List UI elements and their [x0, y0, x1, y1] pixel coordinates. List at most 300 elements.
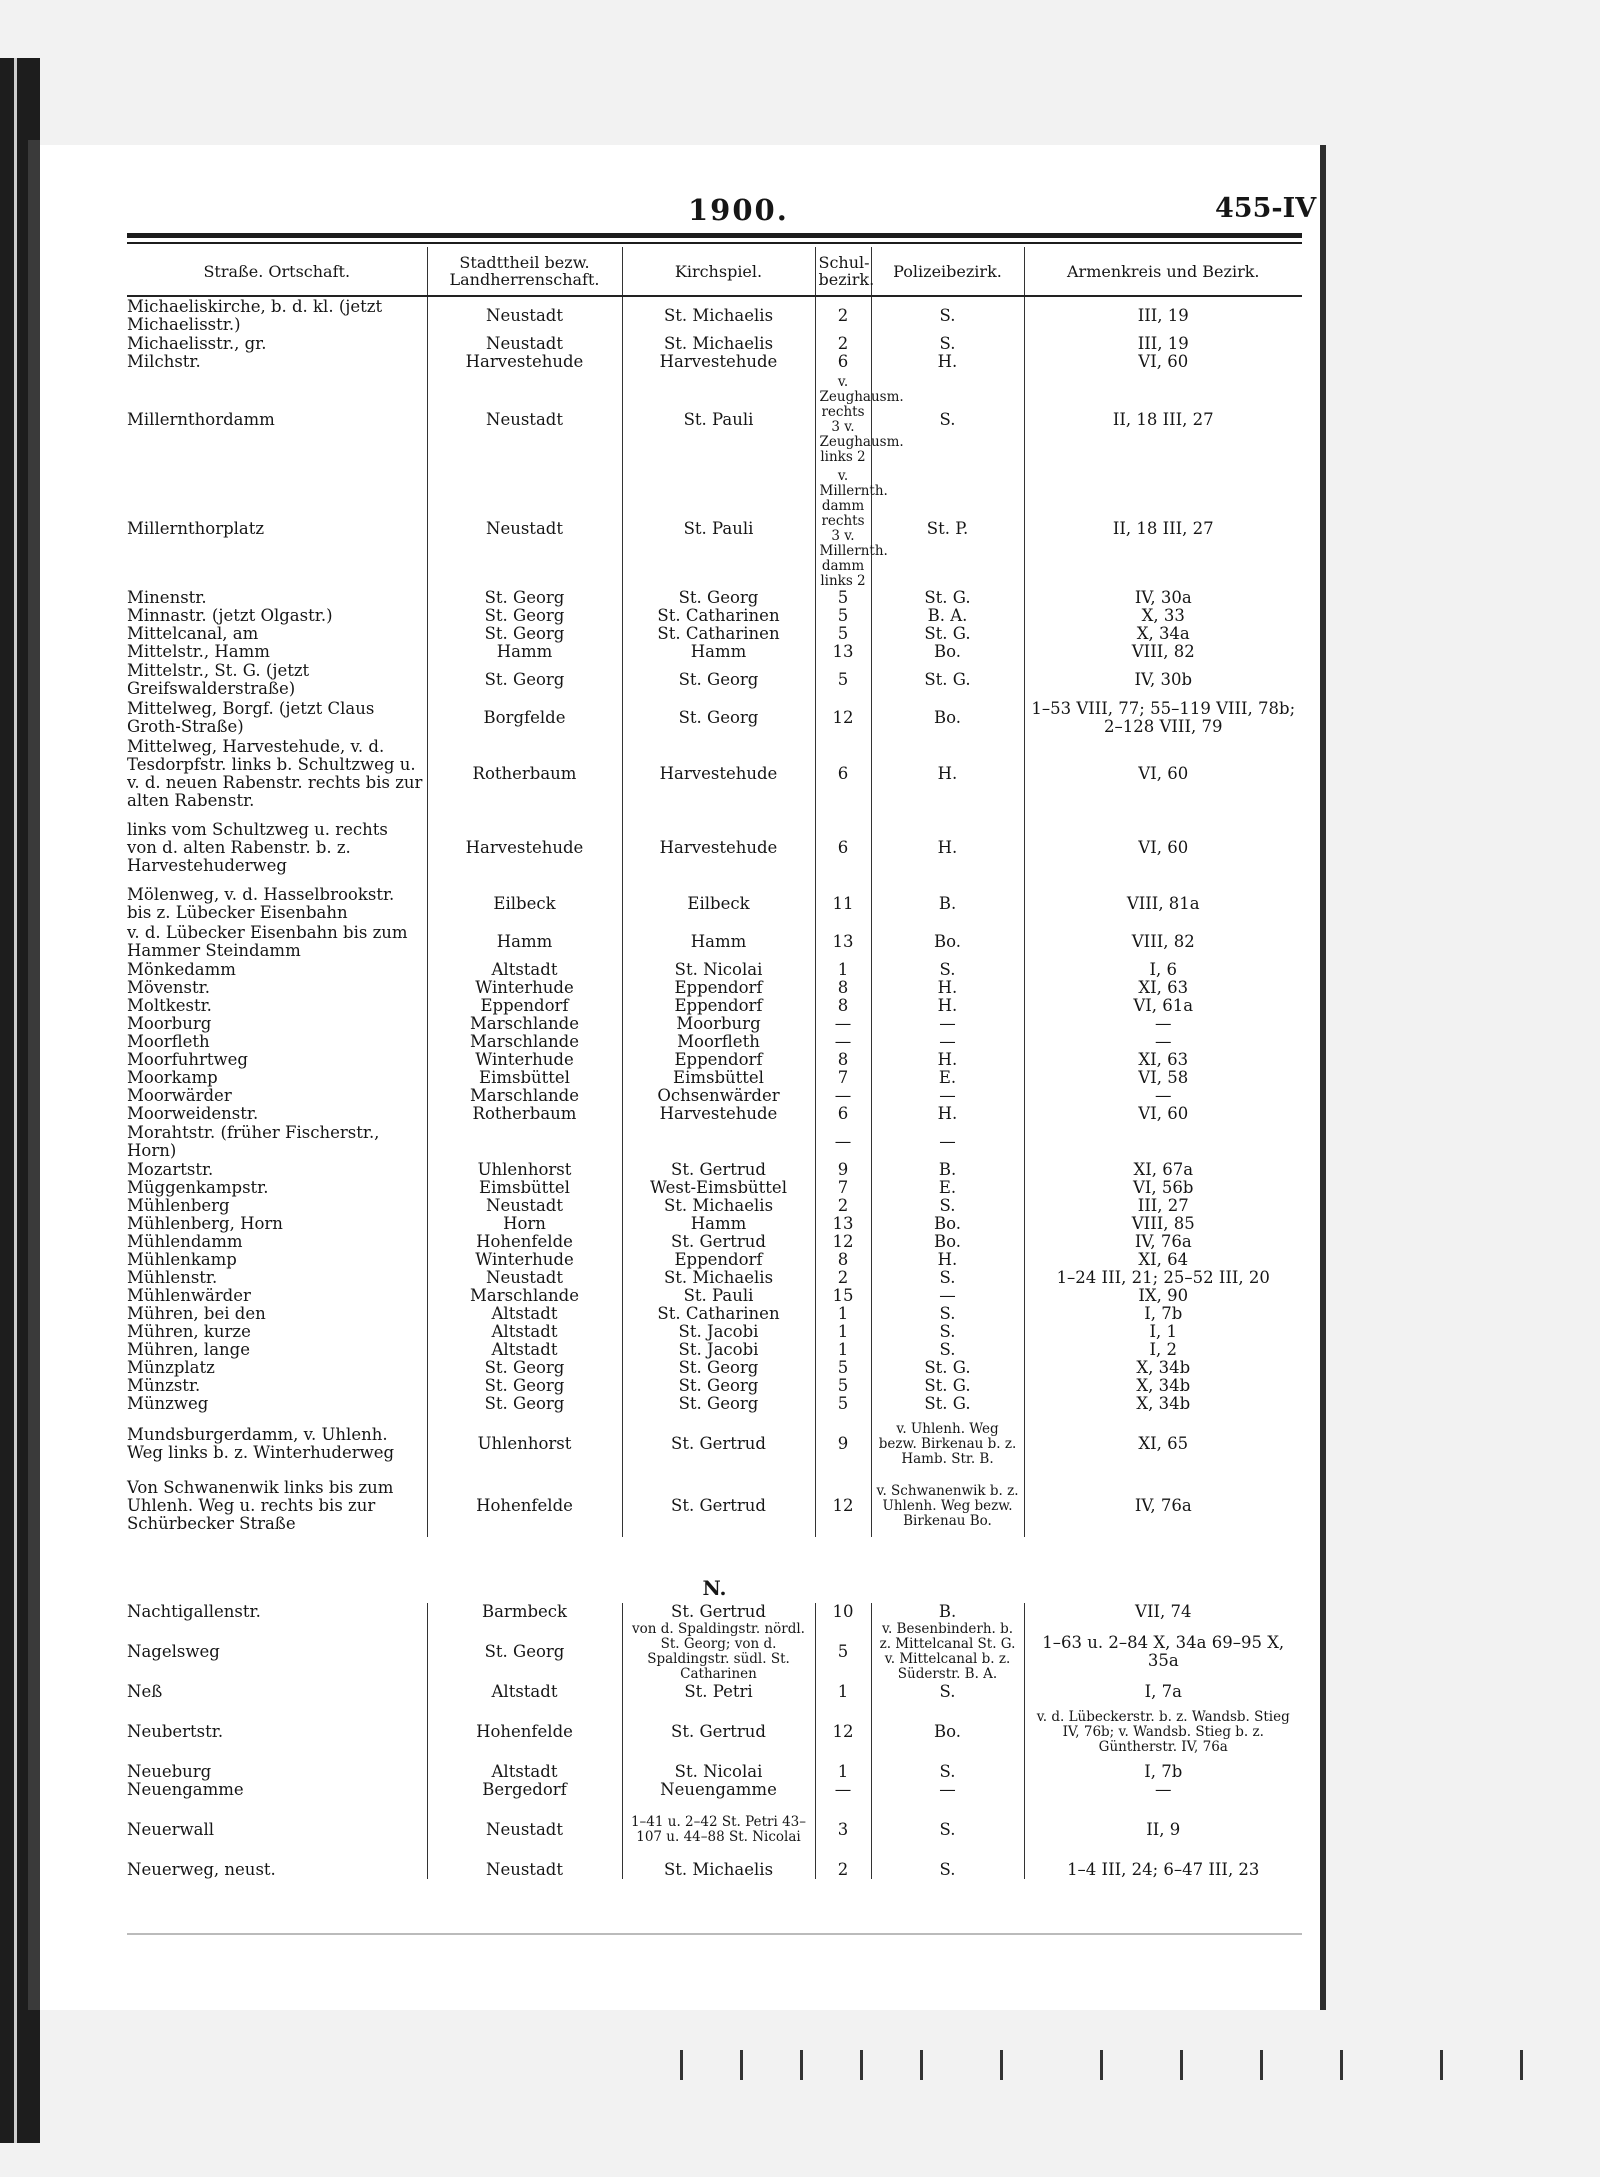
table-row [127, 885, 1302, 923]
school-district: 7 [815, 1069, 871, 1087]
school-district: 1 [815, 1341, 871, 1359]
parish: St. Georg [622, 1395, 815, 1413]
district: Neustadt [427, 371, 622, 469]
police-district: B. [871, 885, 1024, 923]
poor-relief-district: 1–24 III, 21; 25–52 III, 20 [1024, 1269, 1302, 1287]
street-name: Münzstr. [127, 1376, 201, 1395]
district: Borgfelde [427, 699, 622, 737]
parish: West-Eimsbüttel [622, 1179, 815, 1197]
police-district: H. [871, 1051, 1024, 1069]
poor-relief-district: VI, 60 [1024, 1105, 1302, 1123]
school-district: 5 [815, 1359, 871, 1377]
district: Neustadt [427, 296, 622, 335]
police-district: H. [871, 997, 1024, 1015]
table-row [127, 979, 1302, 997]
parish: Ochsenwärder [622, 1087, 815, 1105]
police-district: S. [871, 371, 1024, 469]
parish: 1–41 u. 2–42 St. Petri 43–107 u. 44–88 St. Nicolai [622, 1799, 815, 1861]
poor-relief-district: VI, 61a [1024, 997, 1302, 1015]
school-district: 5 [815, 607, 871, 625]
table-row [127, 997, 1302, 1015]
poor-relief-district: I, 6 [1024, 961, 1302, 979]
parish: St. Michaelis [622, 1861, 815, 1879]
poor-relief-district [1024, 1123, 1302, 1161]
police-district: S. [871, 1341, 1024, 1359]
police-district: — [871, 1123, 1024, 1161]
school-district: 5 [815, 625, 871, 643]
street-name: v. d. Lübecker Eisenbahn bis zum Hammer Steindamm [127, 923, 408, 960]
poor-relief-district: X, 34a [1024, 625, 1302, 643]
police-district: H. [871, 353, 1024, 371]
table-row [127, 1475, 1302, 1537]
police-district: S. [871, 1269, 1024, 1287]
street-name: Neuerwall [127, 1820, 214, 1839]
district: Rotherbaum [427, 737, 622, 811]
poor-relief-district: X, 34b [1024, 1377, 1302, 1395]
school-district: — [815, 1123, 871, 1161]
school-district: 1 [815, 1323, 871, 1341]
district: Altstadt [427, 1323, 622, 1341]
school-district: 9 [815, 1413, 871, 1475]
district: Harvestehude [427, 353, 622, 371]
district: St. Georg [427, 1359, 622, 1377]
street-name: Mittelweg, Harvestehude, v. d. Tesdorpfstr. links b. Schultzweg u. v. d. neuen Rabenstr. rechts bis zur alten Rabenstr. [127, 737, 423, 810]
district: Marschlande [427, 1287, 622, 1305]
school-district: 5 [815, 589, 871, 607]
police-district: — [871, 1287, 1024, 1305]
street-name: Mittelweg, Borgf. (jetzt Claus Groth-Straße) [127, 699, 375, 736]
parish: St. Gertrud [622, 1233, 815, 1251]
poor-relief-district: VIII, 85 [1024, 1215, 1302, 1233]
col-header-parish: Kirchspiel. [622, 247, 815, 296]
poor-relief-district: IX, 90 [1024, 1287, 1302, 1305]
street-name: Michaelisstr., gr. [127, 334, 267, 353]
district: Winterhude [427, 1051, 622, 1069]
parish: St. Jacobi [622, 1341, 815, 1359]
street-name: Moorweidenstr. [127, 1104, 259, 1123]
police-district: Bo. [871, 923, 1024, 961]
poor-relief-district: I, 7b [1024, 1305, 1302, 1323]
col-header-street: Straße. Ortschaft. [127, 247, 427, 296]
poor-relief-district: II, 9 [1024, 1799, 1302, 1861]
parish: St. Pauli [622, 469, 815, 589]
table-row [127, 1305, 1302, 1323]
street-name: Neueburg [127, 1762, 212, 1781]
street-name: Milchstr. [127, 352, 201, 371]
table-body [127, 296, 1302, 1879]
school-district: 2 [815, 1861, 871, 1879]
poor-relief-district: XI, 67a [1024, 1161, 1302, 1179]
police-district: H. [871, 1105, 1024, 1123]
police-district: S. [871, 296, 1024, 335]
police-district: S. [871, 961, 1024, 979]
table-row [127, 1395, 1302, 1413]
street-name: Moorfleth [127, 1032, 210, 1051]
school-district: 6 [815, 353, 871, 371]
police-district: — [871, 1087, 1024, 1105]
table-row [127, 699, 1302, 737]
district: Winterhude [427, 1251, 622, 1269]
parish: Harvestehude [622, 1105, 815, 1123]
district: Hohenfelde [427, 1475, 622, 1537]
street-name: Neuengamme [127, 1780, 244, 1799]
police-district: v. Uhlenh. Weg bezw. Birkenau b. z. Hamb. Str. B. [871, 1413, 1024, 1475]
district: Eppendorf [427, 997, 622, 1015]
street-name: Von Schwanenwik links bis zum Uhlenh. Weg u. rechts bis zur Schürbecker Straße [127, 1478, 394, 1533]
table-row [127, 1413, 1302, 1475]
poor-relief-district: VI, 60 [1024, 811, 1302, 885]
district: Altstadt [427, 1305, 622, 1323]
district: Eimsbüttel [427, 1179, 622, 1197]
school-district: 5 [815, 661, 871, 699]
street-name: Neuerweg, neust. [127, 1860, 276, 1879]
street-name: Millernthorplatz [127, 519, 265, 538]
school-district: 6 [815, 1105, 871, 1123]
police-district: B. [871, 1161, 1024, 1179]
police-district: — [871, 1781, 1024, 1799]
poor-relief-district: I, 7a [1024, 1683, 1302, 1701]
poor-relief-district: VI, 58 [1024, 1069, 1302, 1087]
school-district: v. Millernth. damm rechts 3 v. Millernth. damm links 2 [815, 469, 871, 589]
parish: Eppendorf [622, 979, 815, 997]
district: Altstadt [427, 961, 622, 979]
police-district: B. A. [871, 607, 1024, 625]
poor-relief-district: X, 33 [1024, 607, 1302, 625]
police-district: H. [871, 811, 1024, 885]
parish: St. Petri [622, 1683, 815, 1701]
poor-relief-district: — [1024, 1087, 1302, 1105]
district: Hohenfelde [427, 1233, 622, 1251]
police-district: — [871, 1033, 1024, 1051]
district: Hohenfelde [427, 1701, 622, 1763]
parish: Eimsbüttel [622, 1069, 815, 1087]
poor-relief-district: III, 19 [1024, 296, 1302, 335]
poor-relief-district: I, 1 [1024, 1323, 1302, 1341]
parish: St. Gertrud [622, 1603, 815, 1621]
parish: St. Georg [622, 1377, 815, 1395]
street-name: Millernthordamm [127, 410, 275, 429]
poor-relief-district: I, 7b [1024, 1763, 1302, 1781]
police-district: Bo. [871, 1233, 1024, 1251]
district: Marschlande [427, 1033, 622, 1051]
table-row [127, 1377, 1302, 1395]
district: Altstadt [427, 1683, 622, 1701]
poor-relief-district: 1–4 III, 24; 6–47 III, 23 [1024, 1861, 1302, 1879]
police-district: H. [871, 1251, 1024, 1269]
table-row [127, 1015, 1302, 1033]
header-rule-thin [127, 242, 1302, 244]
district: Eilbeck [427, 885, 622, 923]
table-row [127, 1781, 1302, 1799]
district: Horn [427, 1215, 622, 1233]
street-name: Müggenkampstr. [127, 1178, 269, 1197]
district: St. Georg [427, 607, 622, 625]
police-district: S. [871, 1305, 1024, 1323]
street-name: Mühren, kurze [127, 1322, 251, 1341]
table-row [127, 1087, 1302, 1105]
parish: Hamm [622, 1215, 815, 1233]
police-district: S. [871, 1323, 1024, 1341]
col-header-district: Stadttheil bezw. Landherrenschaft. [427, 247, 622, 296]
poor-relief-district: III, 19 [1024, 335, 1302, 353]
poor-relief-district: 1–53 VIII, 77; 55–119 VIII, 78b; 2–128 VIII, 79 [1024, 699, 1302, 737]
table-row [127, 1269, 1302, 1287]
street-name: Mühlenberg [127, 1196, 230, 1215]
police-district: H. [871, 979, 1024, 997]
table-row [127, 1033, 1302, 1051]
school-district: 1 [815, 1763, 871, 1781]
street-name: Michaeliskirche, b. d. kl. (jetzt Michaelisstr.) [127, 297, 383, 334]
parish: Neuengamme [622, 1781, 815, 1799]
parish [622, 1123, 815, 1161]
street-name: Minnastr. (jetzt Olgastr.) [127, 606, 333, 625]
street-name: Morahtstr. (früher Fischerstr., Horn) [127, 1123, 380, 1160]
poor-relief-district: XI, 63 [1024, 1051, 1302, 1069]
district: Barmbeck [427, 1603, 622, 1621]
school-district: 13 [815, 643, 871, 661]
street-name: Münzplatz [127, 1358, 215, 1377]
parish: St. Michaelis [622, 296, 815, 335]
poor-relief-district: VIII, 82 [1024, 923, 1302, 961]
parish: Eppendorf [622, 1051, 815, 1069]
street-name: Neß [127, 1682, 163, 1701]
school-district: 5 [815, 1621, 871, 1683]
table-row [127, 1683, 1302, 1701]
street-name: Moorfuhrtweg [127, 1050, 248, 1069]
district: Neustadt [427, 1197, 622, 1215]
poor-relief-district: — [1024, 1781, 1302, 1799]
street-name: Mölenweg, v. d. Hasselbrookstr. bis z. Lübecker Eisenbahn [127, 885, 395, 922]
district: St. Georg [427, 589, 622, 607]
parish: Eilbeck [622, 885, 815, 923]
street-name: Moltkestr. [127, 996, 212, 1015]
school-district: 10 [815, 1603, 871, 1621]
poor-relief-district: X, 34b [1024, 1359, 1302, 1377]
district: Altstadt [427, 1341, 622, 1359]
table-row [127, 1233, 1302, 1251]
bottom-rule [127, 1933, 1302, 1935]
table-row [127, 607, 1302, 625]
parish: Moorfleth [622, 1033, 815, 1051]
parish: St. Georg [622, 589, 815, 607]
district: Hamm [427, 923, 622, 961]
table-row [127, 1701, 1302, 1763]
police-district: Bo. [871, 699, 1024, 737]
street-name: Mönkedamm [127, 960, 236, 979]
school-district: 6 [815, 737, 871, 811]
table-row [127, 643, 1302, 661]
school-district: 1 [815, 1305, 871, 1323]
table-row [127, 737, 1302, 811]
district: St. Georg [427, 1377, 622, 1395]
table-row [127, 1105, 1302, 1123]
street-name: Mühlenwärder [127, 1286, 251, 1305]
school-district: — [815, 1015, 871, 1033]
col-header-police: Polizeibezirk. [871, 247, 1024, 296]
table-row [127, 1215, 1302, 1233]
police-district: S. [871, 1763, 1024, 1781]
district: Eimsbüttel [427, 1069, 622, 1087]
district: Uhlenhorst [427, 1413, 622, 1475]
street-name: Mühlenberg, Horn [127, 1214, 283, 1233]
table-row [127, 1197, 1302, 1215]
table-row [127, 371, 1302, 469]
poor-relief-district: — [1024, 1033, 1302, 1051]
district: St. Georg [427, 1395, 622, 1413]
table-row [127, 1341, 1302, 1359]
table-row [127, 1123, 1302, 1161]
school-district: v. Zeughausm. rechts 3 v. Zeughausm. links 2 [815, 371, 871, 469]
poor-relief-district: 1–63 u. 2–84 X, 34a 69–95 X, 35a [1024, 1621, 1302, 1683]
school-district: — [815, 1033, 871, 1051]
street-register-table [127, 247, 1302, 1879]
school-district: 15 [815, 1287, 871, 1305]
parish: St. Georg [622, 699, 815, 737]
parish: St. Catharinen [622, 625, 815, 643]
school-district: 12 [815, 699, 871, 737]
poor-relief-district: X, 34b [1024, 1395, 1302, 1413]
school-district: 13 [815, 923, 871, 961]
table-row [127, 1161, 1302, 1179]
table-header-row [127, 247, 1302, 296]
district: Bergedorf [427, 1781, 622, 1799]
table-row [127, 1359, 1302, 1377]
district: St. Georg [427, 661, 622, 699]
poor-relief-district: VIII, 82 [1024, 643, 1302, 661]
scan-edge-marks [60, 2050, 1600, 2090]
police-district: S. [871, 1197, 1024, 1215]
parish: St. Gertrud [622, 1413, 815, 1475]
poor-relief-district: II, 18 III, 27 [1024, 469, 1302, 589]
police-district: Bo. [871, 643, 1024, 661]
school-district: 8 [815, 1251, 871, 1269]
parish: Harvestehude [622, 737, 815, 811]
police-district: St. G. [871, 625, 1024, 643]
parish: St. Catharinen [622, 1305, 815, 1323]
page-year: 1900. [688, 193, 789, 227]
school-district: — [815, 1087, 871, 1105]
parish: Eppendorf [622, 1251, 815, 1269]
district: Harvestehude [427, 811, 622, 885]
col-header-poor-relief: Armenkreis und Bezirk. [1024, 247, 1302, 296]
poor-relief-district: VIII, 81a [1024, 885, 1302, 923]
police-district: S. [871, 1683, 1024, 1701]
school-district: 12 [815, 1475, 871, 1537]
section-row [127, 1537, 1302, 1603]
police-district: v. Besenbinderh. b. z. Mittelcanal St. G. v. Mittelcanal b. z. Süderstr. B. A. [871, 1621, 1024, 1683]
police-district: St. G. [871, 1359, 1024, 1377]
school-district: — [815, 1781, 871, 1799]
poor-relief-district: VI, 56b [1024, 1179, 1302, 1197]
school-district: 2 [815, 1269, 871, 1287]
table-row [127, 661, 1302, 699]
poor-relief-district: v. d. Lübeckerstr. b. z. Wandsb. Stieg IV, 76b; v. Wandsb. Stieg b. z. Güntherstr. IV, 76a [1024, 1701, 1302, 1763]
street-name: Mozartstr. [127, 1160, 214, 1179]
street-name: Mittelcanal, am [127, 624, 259, 643]
table-row [127, 1621, 1302, 1683]
school-district: 8 [815, 979, 871, 997]
poor-relief-district: VI, 60 [1024, 737, 1302, 811]
school-district: 8 [815, 1051, 871, 1069]
poor-relief-district: II, 18 III, 27 [1024, 371, 1302, 469]
parish: St. Michaelis [622, 335, 815, 353]
school-district: 1 [815, 1683, 871, 1701]
poor-relief-district: IV, 30a [1024, 589, 1302, 607]
table-row [127, 1069, 1302, 1087]
poor-relief-district: IV, 76a [1024, 1475, 1302, 1537]
poor-relief-district: XI, 64 [1024, 1251, 1302, 1269]
street-name: Moorkamp [127, 1068, 218, 1087]
parish: St. Michaelis [622, 1197, 815, 1215]
police-district: S. [871, 335, 1024, 353]
street-name: Nagelsweg [127, 1642, 220, 1661]
police-district: S. [871, 1861, 1024, 1879]
school-district: 8 [815, 997, 871, 1015]
poor-relief-district: I, 2 [1024, 1341, 1302, 1359]
street-name: Mühlenstr. [127, 1268, 218, 1287]
parish: St. Catharinen [622, 607, 815, 625]
table-row [127, 1861, 1302, 1879]
poor-relief-district: IV, 76a [1024, 1233, 1302, 1251]
parish: St. Michaelis [622, 1269, 815, 1287]
district: Winterhude [427, 979, 622, 997]
district: Uhlenhorst [427, 1161, 622, 1179]
school-district: 3 [815, 1799, 871, 1861]
parish: St. Nicolai [622, 1763, 815, 1781]
parish: St. Gertrud [622, 1701, 815, 1763]
table-row [127, 961, 1302, 979]
district: Rotherbaum [427, 1105, 622, 1123]
table-row [127, 1287, 1302, 1305]
police-district: St. G. [871, 661, 1024, 699]
table-row [127, 1323, 1302, 1341]
parish: St. Jacobi [622, 1323, 815, 1341]
police-district: S. [871, 1799, 1024, 1861]
street-name: Mühren, bei den [127, 1304, 266, 1323]
district: Altstadt [427, 1763, 622, 1781]
police-district: B. [871, 1603, 1024, 1621]
district: Neustadt [427, 335, 622, 353]
street-name: Mühlendamm [127, 1232, 243, 1251]
street-name: Münzweg [127, 1394, 209, 1413]
poor-relief-district: VI, 60 [1024, 353, 1302, 371]
col-header-school: Schul-bezirk. [815, 247, 871, 296]
district [427, 1123, 622, 1161]
street-name: Nachtigallenstr. [127, 1602, 261, 1621]
street-name: Mittelstr., Hamm [127, 642, 270, 661]
district: Marschlande [427, 1015, 622, 1033]
school-district: 7 [815, 1179, 871, 1197]
parish: von d. Spaldingstr. nördl. St. Georg; von d. Spaldingstr. südl. St. Catharinen [622, 1621, 815, 1683]
district: Neustadt [427, 1861, 622, 1879]
section-letter: N. [702, 1576, 727, 1600]
parish: Hamm [622, 643, 815, 661]
district: Neustadt [427, 469, 622, 589]
poor-relief-district: IV, 30b [1024, 661, 1302, 699]
table-row [127, 589, 1302, 607]
parish: St. Georg [622, 1359, 815, 1377]
school-district: 11 [815, 885, 871, 923]
parish: St. Nicolai [622, 961, 815, 979]
street-name: Mövenstr. [127, 978, 210, 997]
parish: St. Gertrud [622, 1475, 815, 1537]
table-row [127, 1799, 1302, 1861]
table-row [127, 1051, 1302, 1069]
parish: Eppendorf [622, 997, 815, 1015]
street-name: Neubertstr. [127, 1722, 224, 1741]
street-name: Minenstr. [127, 588, 207, 607]
police-district: E. [871, 1069, 1024, 1087]
